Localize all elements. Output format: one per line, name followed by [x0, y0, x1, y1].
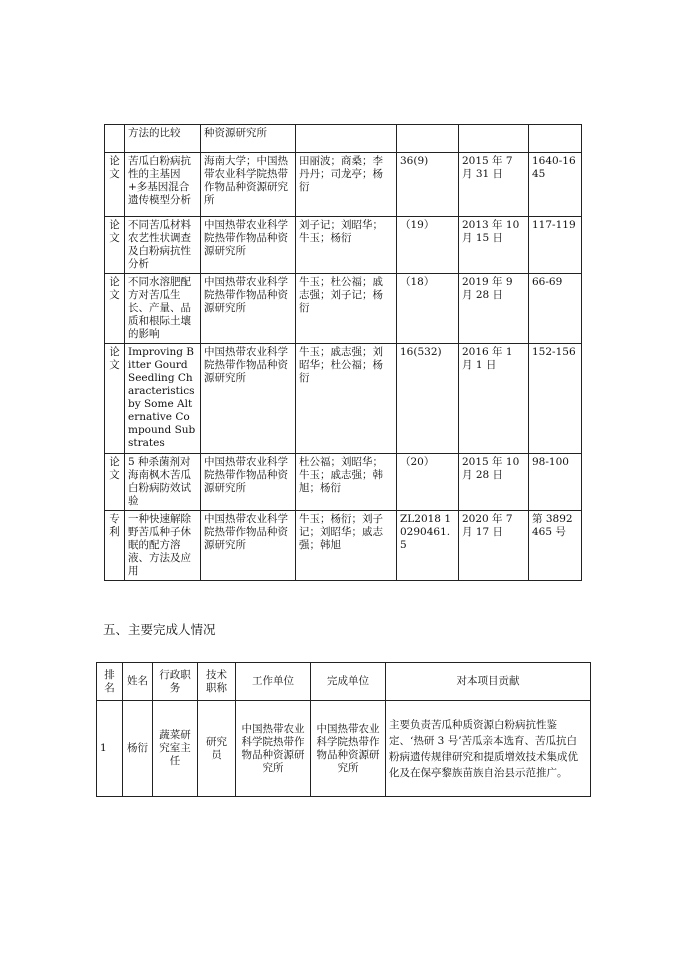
header-work-unit: 工作单位	[236, 663, 311, 701]
person-work-unit-cell: 中国热带农业科学院热带作物品种资源研究所	[236, 701, 311, 797]
pub-type-cell	[105, 125, 125, 153]
header-name: 姓名	[123, 663, 153, 701]
header-admin: 行政职务	[153, 663, 198, 701]
pub-type-cell: 专利	[105, 511, 125, 581]
pub-title-cell: 不同苦瓜材料农艺性状调查及白粉病抗性分析	[125, 217, 201, 274]
pub-pages-cell: 117-119	[529, 217, 582, 274]
pub-unit-cell: 中国热带农业科学院热带作物品种资源研究所	[201, 511, 296, 581]
pub-authors-cell: 牛玉；杨衍；刘子记；刘昭华；戚志强；韩旭	[296, 511, 397, 581]
pub-type-cell: 论文	[105, 217, 125, 274]
pub-type-cell: 论文	[105, 454, 125, 511]
pub-pages-cell: 152-156	[529, 344, 582, 454]
pub-unit-cell: 中国热带农业科学院热带作物品种资源研究所	[201, 217, 296, 274]
pub-title-cell: 不同水溶肥配方对苦瓜生长、产量、品质和根际土壤的影响	[125, 274, 201, 344]
section-title: 五、主要完成人情况	[103, 622, 216, 637]
person-rank-cell: 1	[97, 701, 123, 797]
table-row	[97, 701, 591, 797]
pub-issue-cell: 36(9)	[397, 153, 459, 217]
pub-type-cell: 论文	[105, 153, 125, 217]
pub-type-cell: 论文	[105, 344, 125, 454]
table-row	[105, 274, 582, 344]
person-contrib-cell: 主要负责苦瓜种质资源白粉病抗性鉴定、‘热研 3 号’苦瓜亲本选育、苦瓜抗白粉病遗传规律研究和提质增效技术集成优化及在保亭黎族苗族自治县示范推广。	[386, 701, 591, 797]
pub-authors-cell	[296, 125, 397, 153]
pub-title-cell: 苦瓜白粉病抗性的主基因+多基因混合遗传模型分析	[125, 153, 201, 217]
pub-title-cell: 方法的比较	[125, 125, 201, 153]
person-tech-cell: 研究员	[198, 701, 236, 797]
table-row	[105, 125, 582, 153]
pub-pages-cell	[529, 125, 582, 153]
pub-type-cell: 论文	[105, 274, 125, 344]
pub-unit-cell: 中国热带农业科学院热带作物品种资源研究所	[201, 344, 296, 454]
pub-unit-cell: 种资源研究所	[201, 125, 296, 153]
pub-date-cell: 2020 年 7 月 17 日	[459, 511, 529, 581]
pub-unit-cell: 中国热带农业科学院热带作物品种资源研究所	[201, 274, 296, 344]
pub-issue-cell: （20）	[397, 454, 459, 511]
header-tech: 技术职称	[198, 663, 236, 701]
table-row	[105, 454, 582, 511]
pub-date-cell: 2016 年 1 月 1 日	[459, 344, 529, 454]
pub-unit-cell: 中国热带农业科学院热带作物品种资源研究所	[201, 454, 296, 511]
table-row	[105, 511, 582, 581]
pub-date-cell: 2015 年 7 月 31 日	[459, 153, 529, 217]
header-rank: 排名	[97, 663, 123, 701]
pub-pages-cell: 66-69	[529, 274, 582, 344]
header-contrib: 对本项目贡献	[386, 663, 591, 701]
pub-date-cell	[459, 125, 529, 153]
person-admin-cell: 蔬菜研究室主任	[153, 701, 198, 797]
person-done-unit-cell: 中国热带农业科学院热带作物品种资源研究所	[311, 701, 386, 797]
pub-authors-cell: 杜公福；刘昭华；牛玉；戚志强；韩旭；杨衍	[296, 454, 397, 511]
pub-date-cell: 2015 年 10 月 28 日	[459, 454, 529, 511]
pub-issue-cell: 16(532)	[397, 344, 459, 454]
pub-issue-cell: ZL2018 1 0290461.5	[397, 511, 459, 581]
table-row	[105, 344, 582, 454]
pub-title-cell: 5 种杀菌剂对海南枫木苦瓜白粉病防效试验	[125, 454, 201, 511]
pub-pages-cell: 1640-1645	[529, 153, 582, 217]
pub-issue-cell	[397, 125, 459, 153]
pub-authors-cell: 牛玉；杜公福；戚志强；刘子记；杨衍	[296, 274, 397, 344]
person-name-cell: 杨衍	[123, 701, 153, 797]
pub-pages-cell: 第 3892465 号	[529, 511, 582, 581]
pub-title-cell: 一种快速解除野苦瓜种子休眠的配方溶液、方法及应用	[125, 511, 201, 581]
pub-issue-cell: （18）	[397, 274, 459, 344]
pub-date-cell: 2019 年 9 月 28 日	[459, 274, 529, 344]
header-done-unit: 完成单位	[311, 663, 386, 701]
pub-authors-cell: 牛玉；戚志强；刘昭华；杜公福；杨衍	[296, 344, 397, 454]
publications-table	[104, 124, 582, 581]
pub-title-cell: Improving Bitter Gourd Seedling Characteristics by Some Alternative Compound Substrates	[125, 344, 201, 454]
table-row	[105, 217, 582, 274]
pub-date-cell: 2013 年 10 月 15 日	[459, 217, 529, 274]
pub-pages-cell: 98-100	[529, 454, 582, 511]
pub-issue-cell: （19）	[397, 217, 459, 274]
pub-unit-cell: 海南大学；中国热带农业科学院热带作物品种资源研究所	[201, 153, 296, 217]
pub-authors-cell: 刘子记；刘昭华；牛玉；杨衍	[296, 217, 397, 274]
people-table	[96, 662, 591, 797]
table-row	[105, 153, 582, 217]
pub-authors-cell: 田丽波；商桑；李丹丹；司龙亭；杨衍	[296, 153, 397, 217]
